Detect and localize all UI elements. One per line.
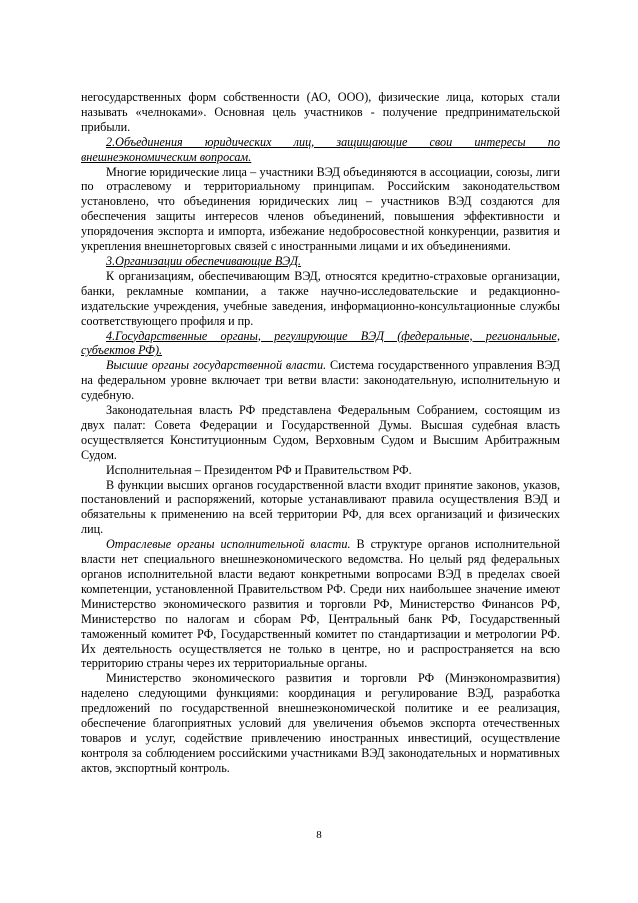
paragraph-text: Многие юридические лица – участники ВЭД объединяются в ассоциации, союзы, лиги по отраслевому и территориальному принципам. Российским законодательством установлено, что объединения юридических лиц – участников ВЭД создаются для обеспечения защиты интересов членов объединений, повышения эффективности и упорядочения экспорта и импорта, избежание недобросовестной конкуренции, развития и укрепления внешнеторговых связей с иностранными лицами и их объединениями. xyxy=(81,164,560,254)
run-title-italic: Отраслевые органы исполнительной власти. xyxy=(106,537,351,552)
page-number: 8 xyxy=(316,829,322,841)
paragraph-text: К организациям, обеспечивающим ВЭД, относятся кредитно-страховые организации, банки, рекламные компании, а также научно-исследовательские и редакционно-издательские учреждения, учебные заведения, информационно-консультационные службы соответствующего профиля и пр. xyxy=(81,268,560,328)
paragraph-text: Законодательная власть РФ представлена Федеральным Собранием, состоящим из двух палат: Совета Федерации и Государственной Думы. Высшая судебная власть осуществляется Конституционным Судом, Верховным Судом и Высшим Арбитражным Судом. xyxy=(81,403,560,462)
paragraph-executive-power xyxy=(81,463,560,478)
paragraph-legislative-power xyxy=(81,403,560,463)
paragraph-text: негосударственных форм собственности (АО, ООО), физические лица, которых стали называть «челноками». Основная цель участников - получение предпринимательской прибыли. xyxy=(81,90,560,134)
paragraph-text: Исполнительная – Президентом РФ и Правительством РФ. xyxy=(106,462,412,477)
heading-text: 4.Государственные органы, регулирующие ВЭД (федеральные, региональные, субъектов РФ). xyxy=(81,328,560,358)
paragraph-text: В структуре органов исполнительной власти нет специального внешнеэкономического ведомства. Но целый ряд федеральных органов исполнительной власти ведают конкретными вопросами ВЭД в пределах своей компетенции, установленной Правительством РФ. Среди них наибольшее значение имеют Министерство экономического развития и торговли РФ, Министерство Финансов РФ, Министерство по налогам и сборам РФ, Центральный банк РФ, Государственный таможенный комитет РФ, Государственный комитет по стандартизации и метрологии РФ. Их деятельность осуществляется не только в центре, но и распространяется на всю территорию страны через их территориальные органы. xyxy=(81,537,560,671)
paragraph-text: Министерство экономического развития и торговли РФ (Минэкономразвития) наделено следующими функциями: координация и регулирование ВЭД, разработка предложений по государственной внешнеэкономической политике и ее реализация, обеспечение благоприятных условий для увеличения объемов экспорта отечественных товаров и услуг, содействие привлечению иностранных инвестиций, осуществление контроля за соблюдением российскими участниками ВЭД законодательных и нормативных актов, экспортный контроль. xyxy=(81,671,560,775)
paragraph-associations xyxy=(81,165,560,254)
paragraph-functions xyxy=(81,478,560,538)
paragraph-supporting-organizations xyxy=(81,269,560,329)
heading-text: 3.Организации обеспечивающие ВЭД. xyxy=(106,253,302,268)
paragraph-text: В функции высших органов государственной власти входит принятие законов, указов, постановлений и распоряжений, которые устанавливают правила осуществления ВЭД и обязательны к применению на всей территории РФ, для всех организаций и физических лиц. xyxy=(81,477,560,537)
heading-text: 2.Объединения юридических лиц, защищающие свои интересы по внешнеэкономическим вопросам. xyxy=(81,134,560,164)
heading-state-bodies xyxy=(81,329,560,359)
paragraph-ministry-economic-development xyxy=(81,671,560,775)
paragraph-text: Система государственного управления ВЭД на федеральном уровне включает три ветви власти: законодательную, исполнительную и судебную. xyxy=(81,358,561,403)
page-body xyxy=(81,90,560,776)
run-title-italic: Высшие органы государственной власти. xyxy=(106,358,327,373)
heading-associations xyxy=(81,135,560,165)
heading-supporting-organizations xyxy=(81,254,560,269)
paragraph-supreme-bodies xyxy=(81,358,560,403)
paragraph-participants-intro xyxy=(81,90,560,135)
paragraph-sectoral-bodies xyxy=(81,537,560,671)
